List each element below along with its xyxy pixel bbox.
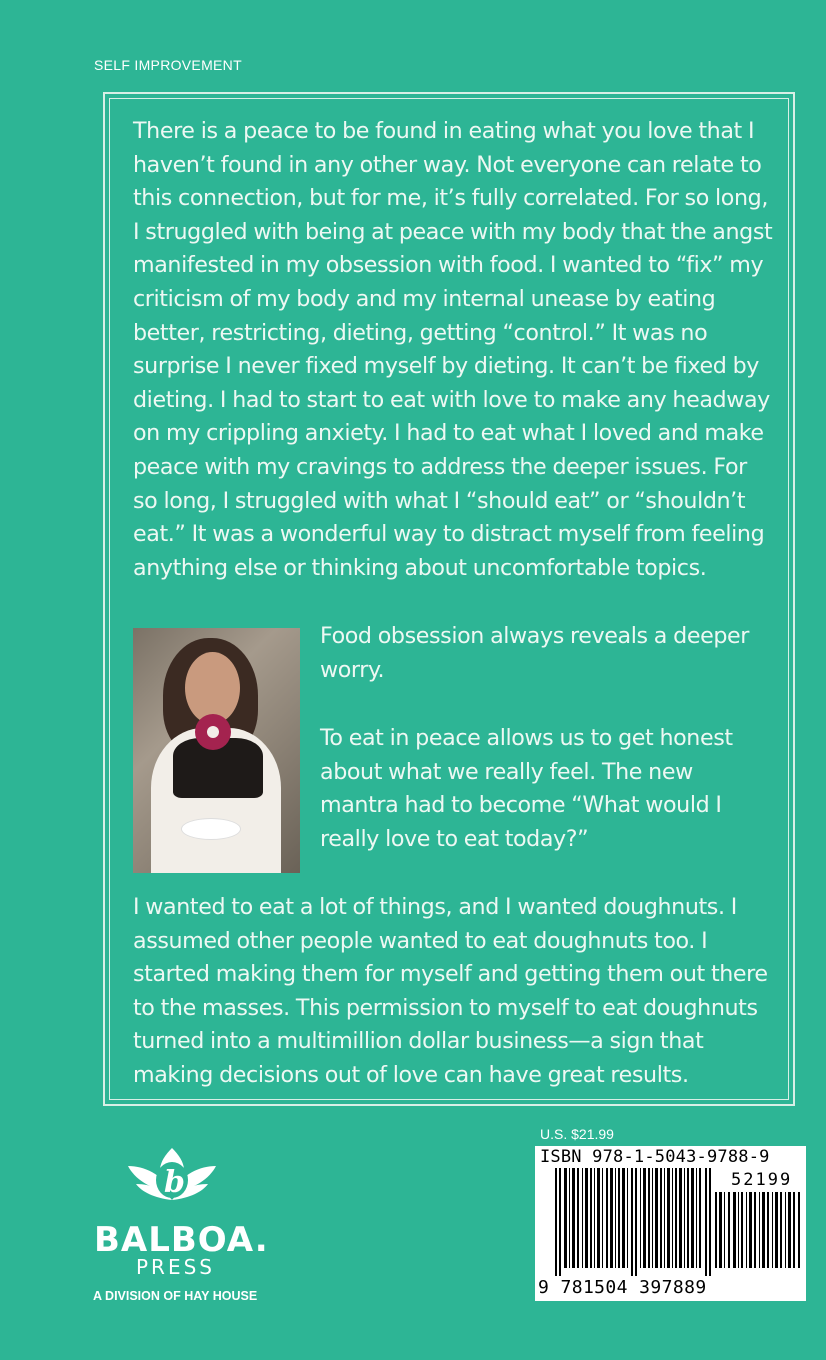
- barcode-bars: [555, 1168, 715, 1276]
- publisher-logo: [88, 1140, 268, 1310]
- price-barcode-bars: [715, 1192, 803, 1268]
- publisher-sub: PRESS: [136, 1255, 215, 1279]
- category-label: SELF IMPROVEMENT: [94, 57, 242, 73]
- svg-text:b: b: [164, 1165, 185, 1200]
- price-code: 52199: [731, 1170, 793, 1190]
- side-paragraph-2: To eat in peace allows us to get honest about what we really feel. The new mantra had to become “What would I really love to eat today?”: [320, 725, 733, 852]
- publisher-division: A DIVISION OF HAY HOUSE: [93, 1289, 258, 1303]
- isbn-label: ISBN 978-1-5043-9788-9: [540, 1147, 770, 1167]
- price-label: U.S. $21.99: [540, 1126, 614, 1142]
- barcode: [535, 1146, 806, 1301]
- intro-paragraph: There is a peace to be found in eating what you love that I haven’t found in any other way. Not everyone can relate to this connection, but for me, it’s fully correlated. For so long, I struggled with being at peace with my body that the angst manifested in my obsession with food. I wanted to “fix” my criticism of my body and my internal unease by eating better, restricting, dieting, getting “control.” It was no surprise I never fixed myself by dieting. It can’t be fixed by dieting. I had to start to eat with love to make any headway on my crippling anxiety. I had to eat what I loved and make peace with my cravings to address the deeper issues. For so long, I struggled with what I “should eat” or “shouldn’t eat.” It was a wonderful way to distract myself from feeling anything else or thinking about uncomfortable topics.: [133, 118, 773, 581]
- closing-paragraph: I wanted to eat a lot of things, and I wanted doughnuts. I assumed other people wanted to eat doughnuts too. I started making them for myself and getting them out there to the masses. This permission to myself to eat doughnuts turned into a multimillion dollar business—a sign that making decisions out of love can have great results.: [133, 894, 768, 1088]
- doughnut-icon: [195, 714, 231, 750]
- lotus-icon: [88, 1140, 268, 1220]
- publisher-name: BALBOA.: [94, 1220, 269, 1260]
- side-paragraph-1: Food obsession always reveals a deeper worry.: [320, 623, 749, 683]
- isbn-digits: 9 781504 397889: [538, 1277, 707, 1298]
- author-photo: [133, 628, 300, 873]
